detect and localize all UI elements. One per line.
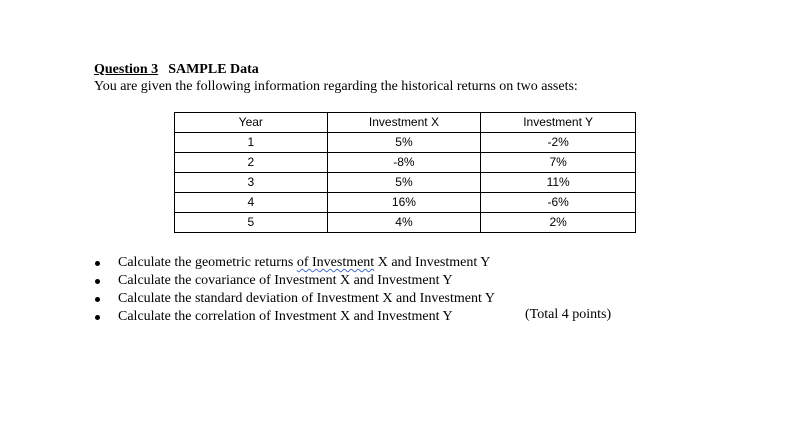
cell-investment-x: 5% bbox=[327, 173, 481, 193]
cell-investment-y: -2% bbox=[481, 133, 636, 153]
bullet-icon bbox=[95, 279, 100, 284]
question-heading bbox=[94, 62, 259, 78]
spellcheck-flagged-text: of Investment bbox=[296, 255, 375, 270]
cell-year: 4 bbox=[175, 193, 328, 213]
question-label: SAMPLE Data bbox=[168, 62, 259, 77]
cell-year: 1 bbox=[175, 133, 328, 153]
total-points: (Total 4 points) bbox=[525, 307, 612, 322]
cell-investment-x: 5% bbox=[327, 133, 481, 153]
cell-year: 5 bbox=[175, 213, 328, 233]
bullet-icon bbox=[95, 261, 100, 266]
table-row bbox=[175, 213, 636, 233]
task-item-geometric-returns bbox=[94, 254, 495, 272]
task-item-correlation bbox=[94, 308, 495, 326]
cell-investment-x: 16% bbox=[327, 193, 481, 213]
cell-year: 2 bbox=[175, 153, 328, 173]
task-list bbox=[94, 254, 495, 326]
cell-investment-y: -6% bbox=[481, 193, 636, 213]
cell-investment-y: 11% bbox=[481, 173, 636, 193]
cell-investment-y: 7% bbox=[481, 153, 636, 173]
task-item-covariance bbox=[94, 272, 495, 290]
cell-investment-x: 4% bbox=[327, 213, 481, 233]
table-row bbox=[175, 193, 636, 213]
cell-investment-y: 2% bbox=[481, 213, 636, 233]
table-header-row bbox=[175, 113, 636, 133]
bullet-icon bbox=[95, 297, 100, 302]
task-text: Calculate the correlation of Investment X and Investment Y bbox=[118, 309, 453, 324]
question-number: Question 3 bbox=[94, 62, 159, 77]
task-text: Calculate the covariance of Investment X and Investment Y bbox=[118, 273, 453, 288]
header-investment-y: Investment Y bbox=[481, 113, 636, 133]
header-investment-x: Investment X bbox=[327, 113, 481, 133]
table-row bbox=[175, 133, 636, 153]
table-row bbox=[175, 153, 636, 173]
task-item-standard-deviation bbox=[94, 290, 495, 308]
header-year: Year bbox=[175, 113, 328, 133]
bullet-icon bbox=[95, 315, 100, 320]
returns-table bbox=[174, 112, 636, 233]
task-text: Calculate the standard deviation of Investment X and Investment Y bbox=[118, 291, 495, 306]
task-text-end: X and Investment Y bbox=[374, 255, 491, 270]
cell-year: 3 bbox=[175, 173, 328, 193]
table-row bbox=[175, 173, 636, 193]
question-intro: You are given the following information regarding the historical returns on two assets: bbox=[94, 79, 578, 94]
cell-investment-x: -8% bbox=[327, 153, 481, 173]
task-text: Calculate the geometric returns bbox=[118, 255, 297, 270]
